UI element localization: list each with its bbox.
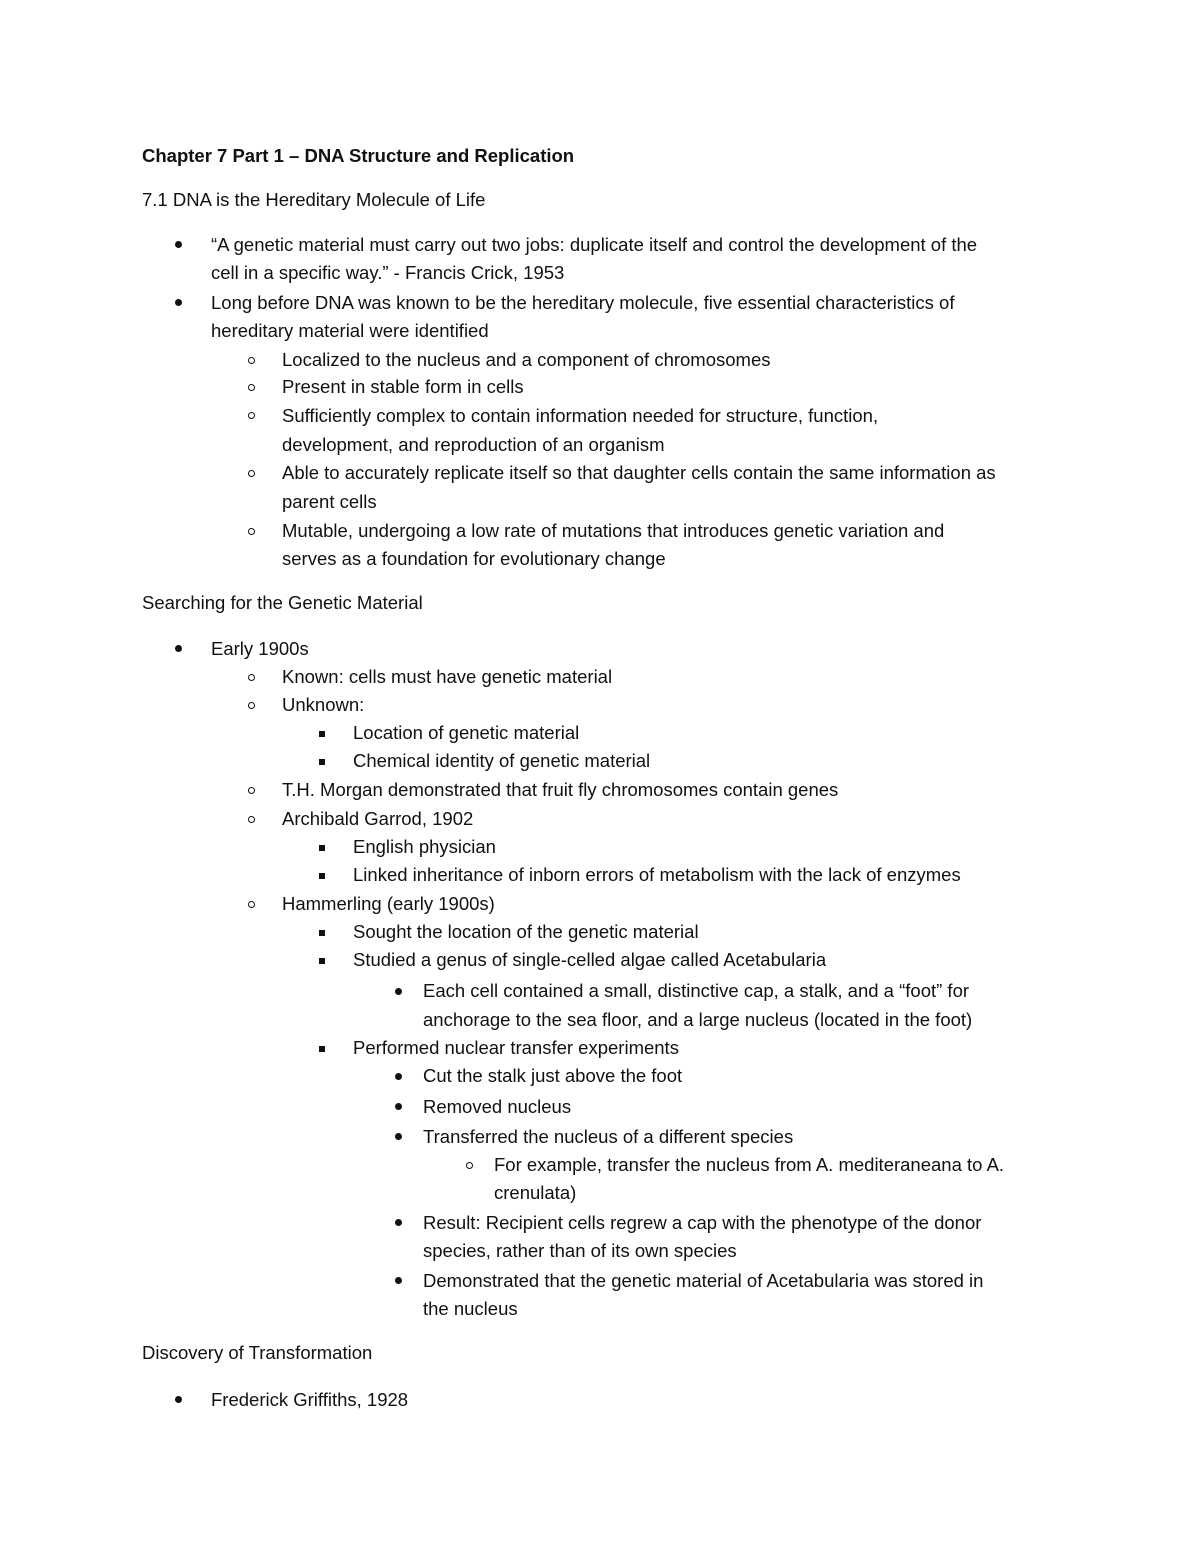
list-item: Location of genetic material: [353, 722, 580, 743]
bullet-disc-icon: [175, 299, 182, 306]
bullet-disc-icon: [395, 988, 402, 995]
section-heading: Discovery of Transformation: [142, 1342, 373, 1363]
bullet-disc-icon: [175, 645, 182, 652]
list-item: Linked inheritance of inborn errors of metabolism with the lack of enzymes: [353, 864, 961, 885]
list-item: Known: cells must have genetic material: [282, 666, 613, 687]
list-item: Studied a genus of single-celled algae called Acetabularia: [353, 949, 827, 970]
bullet-square-icon: [319, 731, 325, 737]
bullet-circle-icon: [248, 357, 255, 364]
bullet-circle-icon: [248, 816, 255, 823]
list-item: Sufficiently complex to contain information needed for structure, function,: [282, 405, 879, 426]
list-item: Chemical identity of genetic material: [353, 750, 651, 771]
bullet-circle-icon: [248, 470, 255, 477]
list-item: T.H. Morgan demonstrated that fruit fly chromosomes contain genes: [282, 779, 839, 800]
list-item-continuation: cell in a specific way.” - Francis Crick, 1953: [211, 262, 565, 283]
list-item: Localized to the nucleus and a component of chromosomes: [282, 349, 771, 370]
list-item-continuation: the nucleus: [423, 1298, 518, 1319]
bullet-disc-icon: [395, 1073, 402, 1080]
bullet-circle-icon: [248, 702, 255, 709]
bullet-circle-icon: [248, 384, 255, 391]
list-item-continuation: parent cells: [282, 491, 377, 512]
list-item: Unknown:: [282, 694, 365, 715]
list-item: Early 1900s: [211, 638, 309, 659]
bullet-disc-icon: [395, 1103, 402, 1110]
list-item-continuation: development, and reproduction of an organism: [282, 434, 665, 455]
list-item: Sought the location of the genetic material: [353, 921, 699, 942]
list-item-continuation: species, rather than of its own species: [423, 1240, 737, 1261]
bullet-circle-icon: [248, 528, 255, 535]
bullet-disc-icon: [175, 1396, 182, 1403]
list-item: Long before DNA was known to be the hereditary molecule, five essential characteristics of: [211, 292, 955, 313]
list-item: For example, transfer the nucleus from A. mediteraneana to A.: [494, 1154, 1005, 1175]
list-item: Performed nuclear transfer experiments: [353, 1037, 679, 1058]
list-item: Archibald Garrod, 1902: [282, 808, 474, 829]
bullet-circle-icon: [248, 412, 255, 419]
list-item: Hammerling (early 1900s): [282, 893, 495, 914]
list-item-continuation: anchorage to the sea floor, and a large nucleus (located in the foot): [423, 1009, 973, 1030]
list-item: Present in stable form in cells: [282, 376, 524, 397]
bullet-square-icon: [319, 930, 325, 936]
bullet-circle-icon: [248, 901, 255, 908]
list-item: Transferred the nucleus of a different species: [423, 1126, 794, 1147]
bullet-disc-icon: [395, 1219, 402, 1226]
list-item: Demonstrated that the genetic material of Acetabularia was stored in: [423, 1270, 984, 1291]
list-item-continuation: crenulata): [494, 1182, 577, 1203]
list-item: English physician: [353, 836, 496, 857]
list-item: “A genetic material must carry out two jobs: duplicate itself and control the development of the: [211, 234, 978, 255]
bullet-circle-icon: [248, 787, 255, 794]
list-item: Frederick Griffiths, 1928: [211, 1389, 409, 1410]
list-item: Each cell contained a small, distinctive cap, a stalk, and a “foot” for: [423, 980, 970, 1001]
bullet-square-icon: [319, 845, 325, 851]
list-item-continuation: serves as a foundation for evolutionary change: [282, 548, 666, 569]
list-item: Removed nucleus: [423, 1096, 572, 1117]
section-heading: Searching for the Genetic Material: [142, 592, 423, 613]
list-item: Mutable, undergoing a low rate of mutations that introduces genetic variation and: [282, 520, 945, 541]
document-title: Chapter 7 Part 1 – DNA Structure and Replication: [142, 145, 575, 166]
bullet-square-icon: [319, 958, 325, 964]
bullet-disc-icon: [395, 1133, 402, 1140]
list-item: Result: Recipient cells regrew a cap with the phenotype of the donor: [423, 1212, 982, 1233]
section-heading: 7.1 DNA is the Hereditary Molecule of Life: [142, 189, 486, 210]
bullet-circle-icon: [466, 1162, 473, 1169]
list-item: Cut the stalk just above the foot: [423, 1065, 683, 1086]
list-item-continuation: hereditary material were identified: [211, 320, 489, 341]
bullet-circle-icon: [248, 674, 255, 681]
bullet-disc-icon: [175, 241, 182, 248]
bullet-square-icon: [319, 873, 325, 879]
bullet-disc-icon: [395, 1277, 402, 1284]
bullet-square-icon: [319, 1046, 325, 1052]
bullet-square-icon: [319, 759, 325, 765]
list-item: Able to accurately replicate itself so that daughter cells contain the same information as: [282, 462, 996, 483]
